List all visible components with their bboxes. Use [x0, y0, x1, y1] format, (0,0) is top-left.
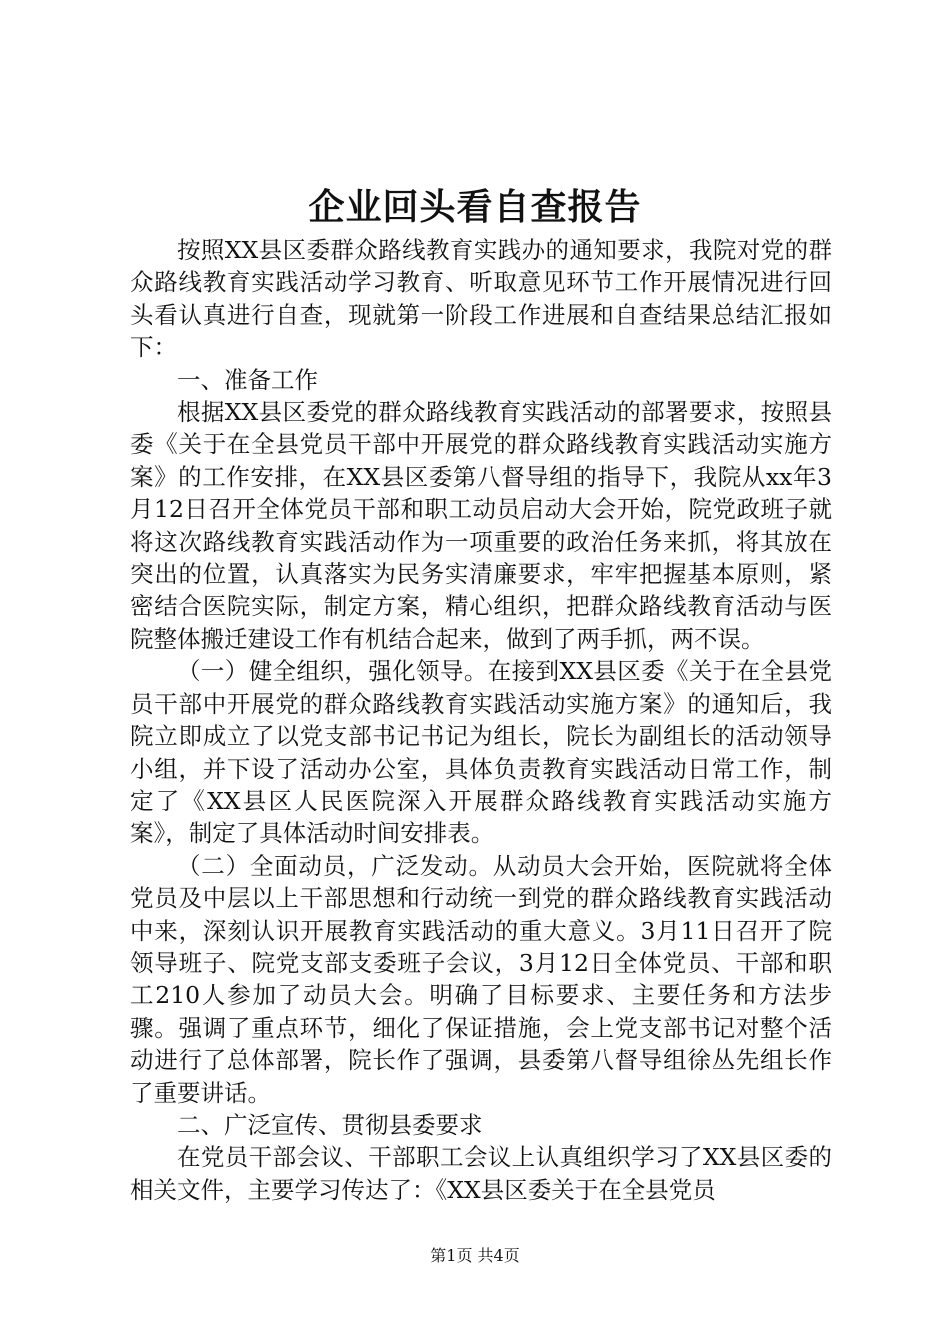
page-number-footer: 第1页 共4页 — [430, 1246, 520, 1265]
organization-paragraph: （一）健全组织，强化领导。在接到XX县区委《关于在全县党员干部中开展党的群众路线教育实践活动实施方案》的通知后，我院立即成立了以党支部书记书记为组长，院长为副组长的活动领导小组，并下设了活动办公室，具体负责教育实践活动日常工作，制定了《XX县区人民医院深入开展群众路线教育实践活动实施方案》，制定了具体活动时间安排表。 — [130, 657, 832, 848]
publicity-paragraph: 在党员干部会议、干部职工会议上认真组织学习了XX县区委的相关文件，主要学习传达了：《XX县区委关于在全县党员 — [130, 1143, 832, 1204]
intro-paragraph: 按照XX县区委群众路线教育实践办的通知要求，我院对党的群众路线教育实践活动学习教育、听取意见环节工作开展情况进行回头看认真进行自查，现就第一阶段工作进展和自查结果总结汇报如下： — [130, 236, 832, 362]
section-heading-preparation: 一、准备工作 — [177, 365, 318, 394]
section-heading-publicity: 二、广泛宣传、贯彻县委要求 — [177, 1110, 483, 1139]
preparation-paragraph: 根据XX县区委党的群众路线教育实践活动的部署要求，按照县委《关于在全县党员干部中开展党的群众路线教育实践活动实施方案》的工作安排，在XX县区委第八督导组的指导下，我院从xx年3月12日召开全体党员干部和职工动员启动大会开始，院党政班子就将这次路线教育实践活动作为一项重要的政治任务来抓，将其放在突出的位置，认真落实为民务实清廉要求，牢牢把握基本原则，紧密结合医院实际，制定方案，精心组织，把群众路线教育活动与医院整体搬迁建设工作有机结合起来，做到了两手抓，两不误。 — [130, 398, 832, 653]
mobilization-paragraph: （二）全面动员，广泛发动。从动员大会开始，医院就将全体党员及中层以上干部思想和行动统一到党的群众路线教育实践活动中来，深刻认识开展教育实践活动的重大意义。3月11日召开了院领导班子、院党支部支委班子会议，3月12日全体党员、干部和职工210人参加了动员大会。明确了目标要求、主要任务和方法步骤。强调了重点环节，细化了保证措施，会上党支部书记对整个活动进行了总体部署，院长作了强调，县委第八督导组徐丛先组长作了重要讲话。 — [130, 851, 832, 1107]
document-title: 企业回头看自查报告 — [308, 186, 642, 228]
document-body — [130, 234, 832, 1206]
